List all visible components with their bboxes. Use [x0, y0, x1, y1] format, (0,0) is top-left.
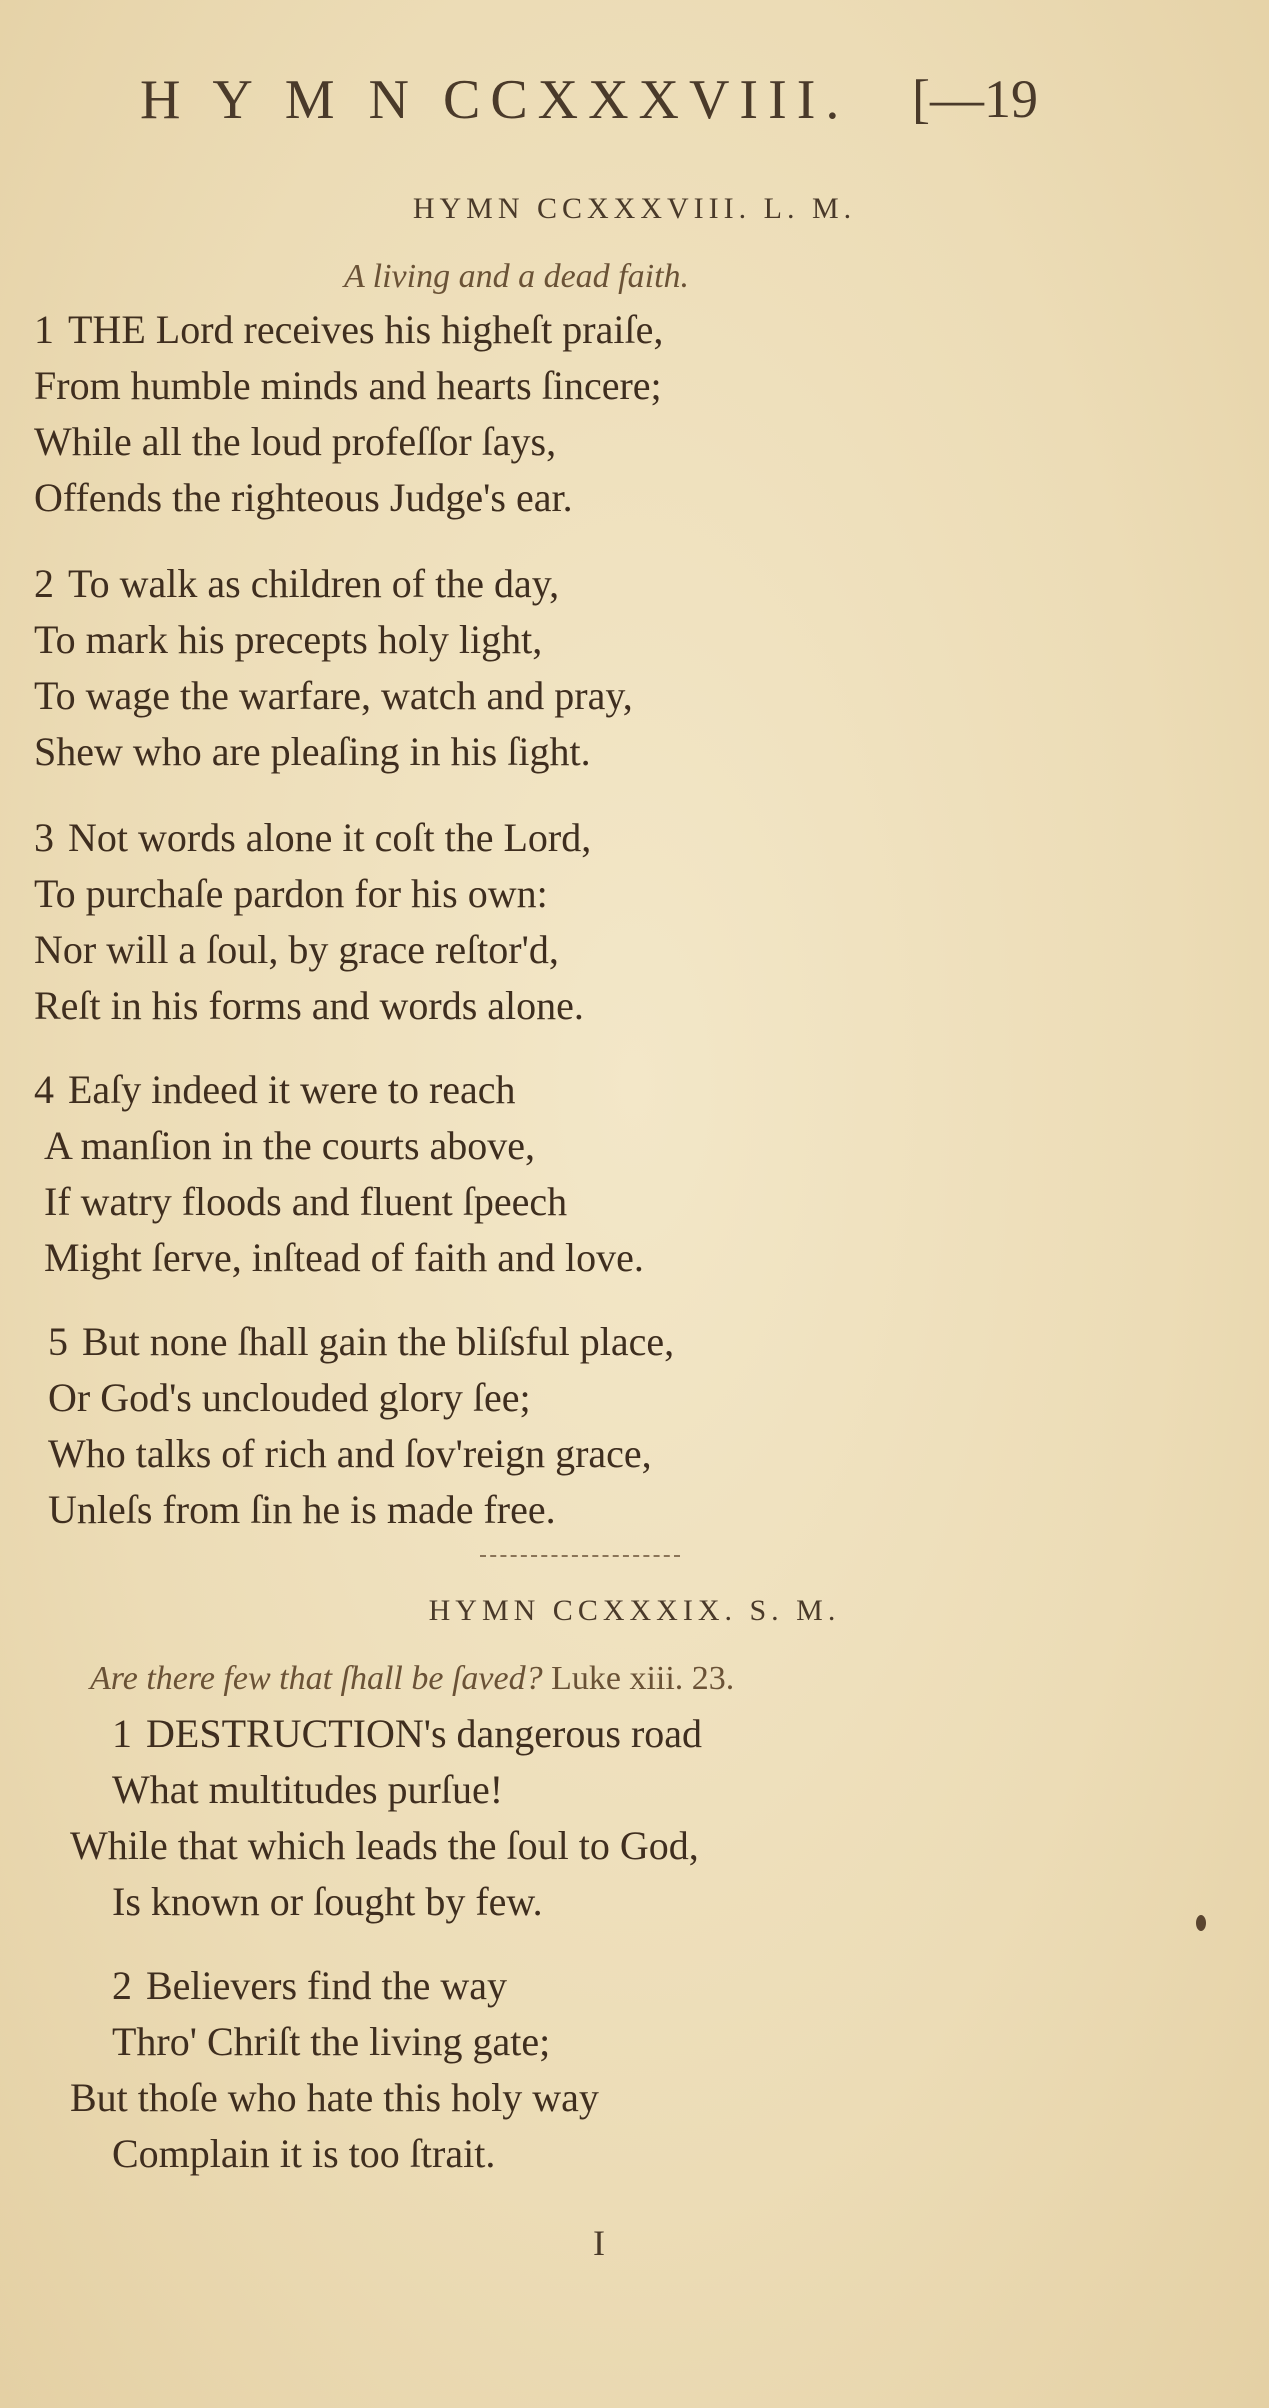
verse-line: Unleſs from ſin he is made free.	[48, 1487, 556, 1532]
verse-line: Reſt in his forms and words alone.	[34, 983, 584, 1028]
ink-mark	[1196, 1915, 1206, 1931]
verse-line: 4 Eaſy indeed it were to reach	[34, 1067, 516, 1112]
verse-line: 2 Believers find the way	[112, 1963, 507, 2008]
verse-line: To mark his precepts holy light,	[34, 617, 543, 662]
verse-line: From humble minds and hearts ſincere;	[34, 363, 662, 408]
verse-line: Offends the righteous Judge's ear.	[34, 475, 573, 520]
verse-line: Complain it is too ſtrait.	[112, 2131, 496, 2176]
hymn-238-heading: HYMN CCXXXVIII. L. M.	[412, 192, 857, 225]
verse-line: A manſion in the courts above,	[44, 1123, 536, 1168]
scripture-reference: Luke xiii. 23.	[542, 1660, 735, 1697]
verse-line: 1 DESTRUCTION's dangerous road	[112, 1711, 703, 1756]
catchword: I	[593, 2223, 605, 2263]
verse-line: While that which leads the ſoul to God,	[70, 1823, 699, 1868]
verse-line: 1 THE Lord receives his higheſt praiſe,	[34, 307, 664, 352]
verse-line: 5 But none ſhall gain the bliſsful place,	[48, 1319, 675, 1364]
running-head	[0, 68, 1269, 148]
verse-line: To purchaſe pardon for his own:	[34, 871, 548, 916]
hymn-238-subtitle: A living and a dead faith.	[344, 258, 690, 295]
verse-line: Shew who are pleaſing in his ſight.	[34, 729, 591, 774]
verse-number: 2	[112, 1963, 132, 2008]
verse-line: To wage the warfare, watch and pray,	[34, 673, 633, 718]
verse-line: Who talks of rich and ſov'reign grace,	[48, 1431, 652, 1476]
hymn-239-heading: HYMN CCXXXIX. S. M.	[428, 1594, 841, 1627]
verse-line: Thro' Chriſt the living gate;	[112, 2019, 551, 2064]
verse-number: 5	[48, 1319, 68, 1364]
verse-line: If watry floods and fluent ſpeech	[44, 1179, 568, 1224]
section-divider	[480, 1555, 680, 1557]
verse-number: 1	[34, 307, 54, 352]
verse-number: 1	[112, 1711, 132, 1756]
verse-number: 4	[34, 1067, 54, 1112]
page-number: [—19	[912, 69, 1038, 129]
verse-line: 3 Not words alone it coſt the Lord,	[34, 815, 592, 860]
verse-line: Might ſerve, inſtead of faith and love.	[44, 1235, 644, 1280]
verse-line: While all the loud profeſſor ſays,	[34, 419, 557, 464]
verse-line: Nor will a ſoul, by grace reſtor'd,	[34, 927, 559, 972]
verse-line: Is known or ſought by few.	[112, 1879, 543, 1924]
verse-number: 2	[34, 561, 54, 606]
hymn-239-subtitle: Are there few that ſhall be ſaved? Luke xiii. 23.	[90, 1660, 735, 1697]
verse-line: What multitudes purſue!	[112, 1767, 504, 1812]
verse-line: Or God's unclouded glory ſee;	[48, 1375, 531, 1420]
running-head-title: H Y M N CCXXXVIII.	[140, 69, 850, 131]
verse-line: 2 To walk as children of the day,	[34, 561, 560, 606]
verse-line: But thoſe who hate this holy way	[70, 2075, 599, 2120]
verse-number: 3	[34, 815, 54, 860]
